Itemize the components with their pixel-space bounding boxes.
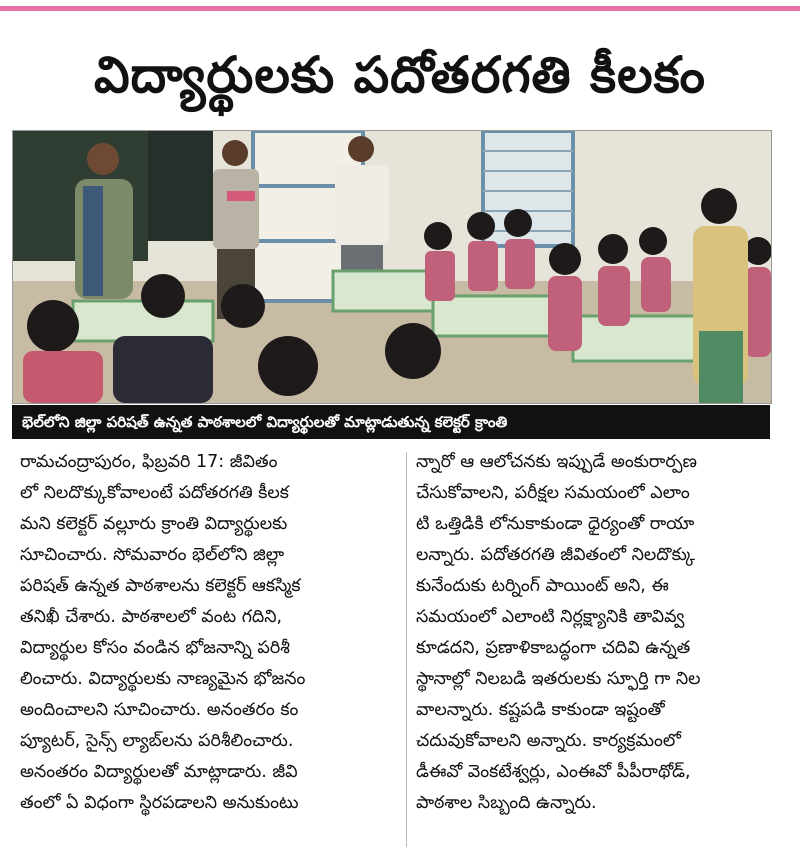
article-line: విద్యార్థుల కోసం వండిన భోజనాన్ని పరిశీ [20, 638, 290, 658]
article-line: పాఠశాల సిబ్బంది ఉన్నారు. [416, 793, 597, 813]
article-column-left [20, 447, 398, 819]
article-line: అనంతరం విద్యార్థులతో మాట్లాడారు. జీవి [20, 762, 298, 782]
classroom-photo-illustration [13, 131, 771, 403]
article-line: చదువుకోవాలని అన్నారు. కార్యక్రమంలో [416, 731, 681, 751]
column-divider [406, 452, 407, 847]
article-line: స్థానాల్లో నిలబడి ఇతరులకు స్ఫూర్తి గా నిల [416, 669, 701, 689]
article-line: వాలన్నారు. కష్టపడి కాకుండా ఇష్టంతో [416, 700, 665, 720]
article-line: టి ఒత్తిడికి లోనుకాకుండా ధైర్యంతో రాయా [416, 514, 695, 534]
article-line: లో నిలదొక్కుకోవాలంటే పదోతరగతి కీలక [20, 483, 289, 503]
article-line: మని కలెక్టర్ వల్లూరు క్రాంతి విద్యార్థులకు [20, 514, 288, 534]
article-column-right [416, 447, 792, 819]
article-line: న్నారో ఆ ఆలోచనకు ఇప్పుడే అంకురార్పణ [416, 452, 697, 472]
article-line: ప్యూటర్, సైన్స్ ల్యాబ్‌లను పరిశీలించారు. [20, 731, 294, 751]
headline: విద్యార్థులకు పదోతరగతి కీలకం [93, 46, 707, 104]
article-line: పరిషత్ ఉన్నత పాఠశాలను కలెక్టర్ ఆకస్మిక [20, 576, 301, 596]
article-line: సూచించారు. సోమవారం భెల్‌లోని జిల్లా [20, 545, 285, 565]
desk [73, 301, 213, 341]
article-line: కూడదని, ప్రణాళికాబద్ధంగా చదివి ఉన్నత [416, 638, 691, 658]
article-line: డీఈవో వెంకటేశ్వర్లు, ఎంఈవో పీపీరాథోడ్, [416, 762, 691, 782]
article-line: లన్నారు. పదోతరగతి జీవితంలో నిలదొక్కు [416, 545, 695, 565]
article-line: రామచంద్రాపురం, ఫిబ్రవరి 17: జీవితం [20, 452, 278, 472]
collector-classroom-photo [12, 130, 772, 404]
article-line: కునేందుకు టర్నింగ్ పాయింట్ అని, ఈ [416, 576, 669, 596]
article-line: తనిఖీ చేశారు. పాఠశాలలో వంట గదిని, [20, 607, 283, 627]
article-line: అందించాలని సూచించారు. అనంతరం కం [20, 700, 299, 720]
article-line: తంలో ఏ విధంగా స్థిరపడాలని అనుకుంటు [20, 793, 299, 813]
article-line: సమయంలో ఎలాంటి నిర్లక్ష్యానికి తావివ్వ [416, 607, 685, 627]
article-line: లించారు. విద్యార్థులకు నాణ్యమైన భోజనం [20, 669, 306, 689]
top-pink-rule [0, 6, 800, 11]
photo-caption: భెల్‌లోని జిల్లా పరిషత్ ఉన్నత పాఠశాలలో విద్యార్థులతో మాట్లాడుతున్న కలెక్టర్ క్రాంతి [12, 405, 770, 439]
article-line: చేసుకోవాలని, పరీక్షల సమయంలో ఎలాం [416, 483, 690, 503]
